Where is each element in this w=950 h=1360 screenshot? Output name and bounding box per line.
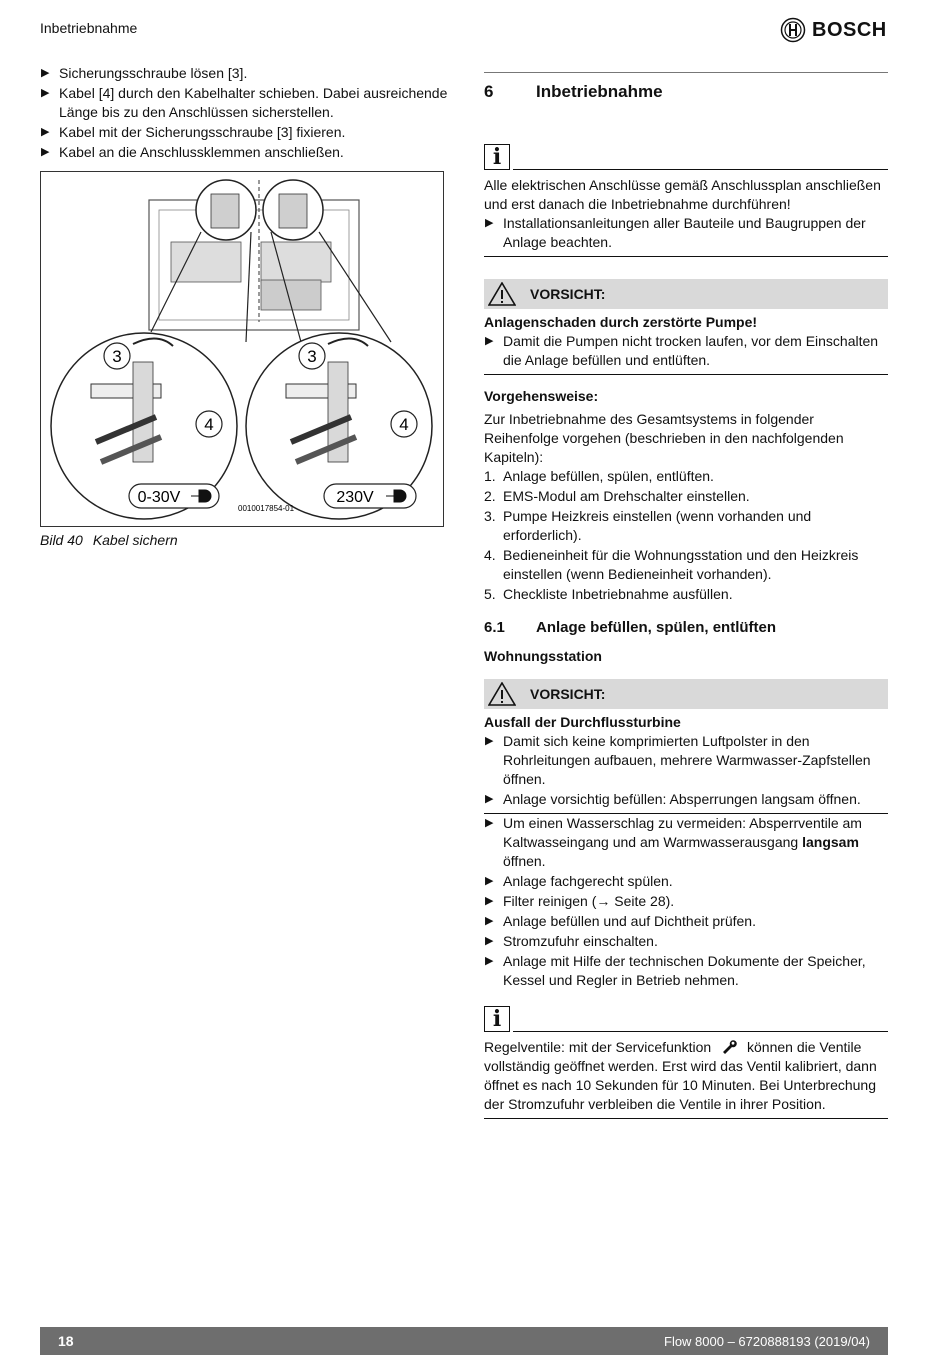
triangle-right-icon: ▶ [485, 793, 494, 805]
list-item: ▶ Anlage vorsichtig befüllen: Absperrungen langsam öffnen. [485, 791, 861, 807]
callout-3-left: 3 [112, 347, 122, 366]
callout-3-right: 3 [307, 347, 317, 366]
warning-bar-1 [484, 279, 888, 309]
info-text: Alle elektrischen Anschlüsse gemäß Anschlussplan anschließen und erst danach die Inbetriebnahme durchführen! [484, 177, 881, 212]
warning-title: Ausfall der Durchflussturbine [484, 714, 681, 730]
section-number: 6 [484, 82, 494, 101]
left-column [40, 64, 450, 550]
page-footer [40, 1327, 888, 1355]
voltage-low-label: 0-30V [137, 489, 181, 506]
procedure-text: Zur Inbetriebnahme des Gesamtsystems in folgender Reihenfolge vorgehen (beschrieben in den nachfolgenden Kapiteln): [484, 411, 844, 465]
figure-caption [40, 531, 450, 550]
bosch-logo-icon [780, 17, 806, 43]
document-id: Flow 8000 – 6720888193 (2019/04) [664, 1333, 870, 1349]
wrench-icon [721, 1040, 737, 1054]
triangle-right-icon: ▶ [485, 217, 494, 229]
list-item: ▶ Installationsanleitungen aller Bauteile und Baugruppen der Anlage beachten. [485, 215, 866, 250]
procedure-title: Vorgehensweise: [484, 388, 599, 404]
triangle-right-icon: ▶ [41, 146, 50, 158]
triangle-right-icon: ▶ [485, 875, 494, 887]
subsection-heading [484, 618, 888, 637]
list-item: 2. EMS-Modul am Drehschalter einstellen. [484, 488, 750, 504]
list-item: 5. Checkliste Inbetriebnahme ausfüllen. [484, 586, 733, 602]
triangle-right-icon: ▶ [41, 87, 50, 99]
triangle-right-icon: ▶ [485, 335, 494, 347]
mounting-steps [40, 64, 450, 162]
warning-triangle-icon [484, 279, 520, 309]
caption-text: Kabel sichern [92, 532, 178, 548]
list-item: ▶ Stromzufuhr einschalten. [485, 933, 658, 949]
info-text: Regelventile: mit der Servicefunktion können die Ventile vollständig geöffnet werden. Erst wird das Ventil kalibriert, dann öffnet es nach 10 Sekunden für 10 Minuten. Bei Unterbrechung der Stromzufuhr verbleiben die Ventile in ihrer Position. [484, 1039, 877, 1112]
triangle-right-icon: ▶ [485, 955, 494, 967]
callout-4-right: 4 [399, 415, 409, 434]
right-column [484, 72, 888, 1119]
list-item: ▶ Anlage befüllen und auf Dichtheit prüfen. [485, 913, 756, 929]
triangle-right-icon: ▶ [485, 935, 494, 947]
list-item: ▶ Filter reinigen (→ Seite 28). [485, 893, 675, 909]
figure-code: 0010017854-01 [238, 504, 295, 513]
info-box-1 [484, 142, 888, 257]
section-title: Inbetriebnahme [536, 82, 663, 101]
triangle-right-icon: ▶ [41, 126, 50, 138]
info-icon: i [484, 1006, 510, 1032]
info-box-2 [484, 1004, 888, 1119]
warning-label: VORSICHT: [530, 285, 606, 302]
list-item: ▶ Anlage fachgerecht spülen. [485, 873, 673, 889]
list-item: ▶ Kabel [4] durch den Kabelhalter schieben. Dabei ausreichende Länge bis zu den Anschlüssen sicherstellen. [41, 85, 448, 120]
procedure-steps [484, 467, 888, 604]
subsection-sub: Wohnungsstation [484, 648, 602, 664]
triangle-right-icon: ▶ [485, 735, 494, 747]
figure-cable-securing [40, 171, 444, 527]
list-item: 3. Pumpe Heizkreis einstellen (wenn vorhanden und erforderlich). [484, 508, 812, 543]
triangle-right-icon: ▶ [485, 817, 494, 829]
filling-steps [484, 814, 888, 990]
warning-label: VORSICHT: [530, 685, 606, 702]
running-header: Inbetriebnahme [40, 20, 138, 36]
triangle-right-icon: ▶ [485, 915, 494, 927]
brand-name: BOSCH [812, 18, 887, 41]
list-item: ▶ Damit die Pumpen nicht trocken laufen, vor dem Einschalten die Anlage befüllen und entlüften. [485, 333, 879, 368]
voltage-high-label: 230V [336, 489, 374, 506]
list-item: ▶ Kabel an die Anschlussklemmen anschließen. [41, 144, 344, 160]
caption-label: Bild 40 [40, 532, 83, 548]
triangle-right-icon: ▶ [41, 67, 50, 79]
list-item: ▶ Sicherungsschraube lösen [3]. [41, 65, 248, 81]
subsection-number: 6.1 [484, 619, 505, 636]
list-item: ▶ Um einen Wasserschlag zu vermeiden: Absperrventile am Kaltwasseingang und am Warmwasserausgang langsam öffnen. [485, 815, 862, 869]
callout-4-left: 4 [204, 415, 214, 434]
list-item: 4. Bedieneinheit für die Wohnungsstation und den Heizkreis einstellen (wenn Bedieneinheit vorhanden). [484, 547, 859, 582]
warning-triangle-icon [484, 679, 520, 709]
cable-diagram [41, 172, 443, 526]
warning-title: Anlagenschaden durch zerstörte Pumpe! [484, 314, 758, 330]
triangle-right-icon: ▶ [485, 895, 494, 907]
page-number: 18 [58, 1332, 74, 1349]
list-item: 1. Anlage befüllen, spülen, entlüften. [484, 468, 714, 484]
list-item: ▶ Anlage mit Hilfe der technischen Dokumente der Speicher, Kessel und Regler in Betrieb nehmen. [485, 953, 866, 988]
info-icon: i [484, 144, 510, 170]
brand-logo [780, 16, 890, 44]
section-heading [484, 73, 888, 112]
subsection-title: Anlage befüllen, spülen, entlüften [536, 619, 777, 636]
list-item: ▶ Damit sich keine komprimierten Luftpolster in den Rohrleitungen aufbauen, mehrere Warmwasser-Zapfstellen öffnen. [485, 733, 871, 787]
list-item: ▶ Kabel mit der Sicherungsschraube [3] fixieren. [41, 124, 346, 140]
warning-bar-2 [484, 679, 888, 709]
